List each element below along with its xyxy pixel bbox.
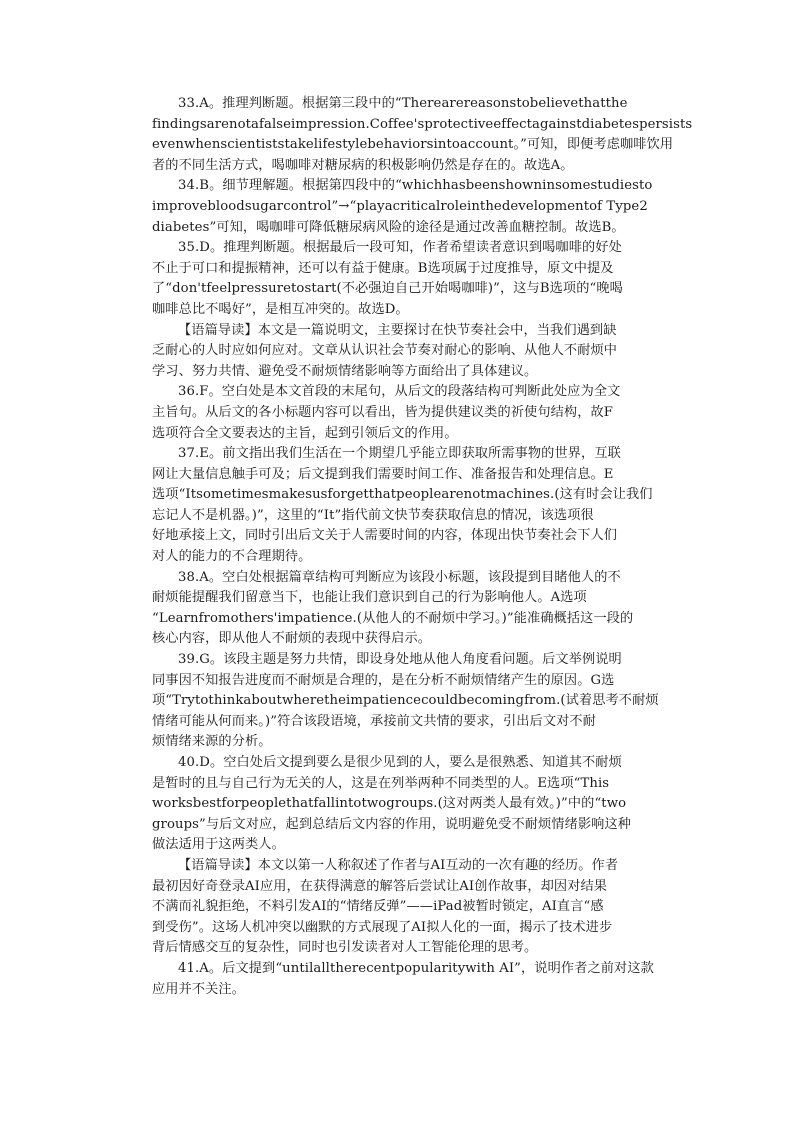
text-line: 34.B。细节理解题。根据第四段中的“whichhasbeenshowninsomestudiesto (178, 178, 653, 194)
text-line: diabetes”可知，喝咖啡可降低糖尿病风险的途径是通过改善血糖控制。故选B。 (152, 219, 625, 235)
text-line: 项“Trytothinkaboutwheretheimpatiencecouldbecomingfrom.(试着思考不耐烦 (152, 693, 659, 709)
text-line: 不满而礼貌拒绝，不料引发AI的“情绪反弹”——iPad被暂时锁定，AI直言“感 (152, 899, 604, 915)
text-line: 【语篇导读】本文是一篇说明文，主要探讨在快节奏社会中，当我们遇到缺 (178, 322, 617, 338)
paragraph-q38 (152, 568, 642, 650)
text-line: 网让大量信息触手可及；后文提到我们需要时间工作、准备报告和处理信息。E (152, 466, 614, 482)
paragraph-q36 (152, 382, 642, 444)
text-line: 情绪可能从何而来。)”符合该段语境，承接前文共情的要求，引出后文对不耐 (152, 713, 596, 729)
text-line: improvebloodsugarcontrol”→“playacriticalroleinthedevelopmentof Type2 (152, 198, 648, 214)
text-line: 40.D。空白处后文提到要么是很少见到的人，要么是很熟悉、知道其不耐烦 (178, 755, 622, 770)
text-line: 同事因不知报告进度而不耐烦是合理的，是在分析不耐烦情绪产生的原因。G选 (152, 672, 615, 688)
text-line: evenwhenscientiststakelifestylebehaviorsintoaccount。”可知，即便考虑咖啡饮用 (152, 137, 674, 153)
paragraph-q41 (152, 959, 654, 1000)
text-line: 39.G。该段主题是努力共情，即设身处地从他人角度看问题。后文举例说明 (178, 652, 622, 668)
text-line: 33.A。推理判断题。根据第三段中的“Therearereasonstobelievethatthe (178, 96, 628, 111)
text-line: 选项符合全文要表达的主旨，起到引领后文的作用。 (152, 425, 458, 441)
paragraph-q33 (152, 94, 693, 176)
text-line: 好地承接上文，同时引出后文关于人需要时间的内容，体现出快节奏社会下人们 (152, 528, 618, 544)
text-line: 41.A。后文提到“untilalltherecentpopularitywith AI”，说明作者之前对这款 (178, 960, 654, 976)
text-line: 学习、努力共情、避免受不耐烦情绪影响等方面给出了具体建议。 (152, 363, 538, 379)
paragraph-guide-2 (152, 856, 642, 959)
text-line: 35.D。推理判断题。根据最后一段可知，作者希望读者意识到喝咖啡的好处 (178, 240, 622, 256)
text-line: 咖啡总比不喝好”，是相互冲突的。故选D。 (152, 301, 409, 317)
answer-explanations (152, 94, 693, 1000)
text-line: 【语篇导读】本文以第一人称叙述了作者与AI互动的一次有趣的经历。作者 (178, 857, 619, 873)
text-line: 主旨句。从后文的各小标题内容可以看出，皆为提供建议类的祈使句结构，故F (152, 404, 614, 420)
paragraph-guide-1 (152, 321, 642, 383)
text-line: 到受伤”。这场人机冲突以幽默的方式展现了AI拟人化的一面，揭示了技术进步 (152, 919, 613, 935)
text-line: worksbestforpeoplethatfallintotwogroups.(这对两类人最有效。)”中的“two (152, 796, 627, 812)
text-line: 选项“Itsometimesmakesusforgetthatpeoplearenotmachines.(这有时会让我们 (152, 487, 653, 503)
paragraph-q39 (152, 650, 659, 753)
text-line: 烦情绪来源的分析。 (152, 734, 272, 750)
paragraph-q37 (152, 444, 653, 568)
text-line: 最初因好奇登录AI应用，在获得满意的解答后尝试让AI创作故事，却因对结果 (152, 878, 608, 894)
text-line: 忘记人不是机器。)”，这里的“It”指代前文快节奏获取信息的情况，该选项很 (152, 507, 594, 523)
text-line: 37.E。前文指出我们生活在一个期望几乎能立即获取所需事物的世界，互联 (178, 446, 621, 462)
text-line: findingsarenotafalseimpression.Coffee'sprotectiveeffectagainstdiabetespersists (152, 116, 693, 132)
text-line: “Learnfromothers'impatience.(从他人的不耐烦中学习。)”能准确概括这一段的 (152, 610, 634, 626)
text-line: 对人的能力的不合理期待。 (152, 549, 312, 565)
text-line: 36.F。空白处是本文首段的末尾句，从后文的段落结构可判断此处应为全文 (178, 384, 621, 400)
text-line: 背后情感交互的复杂性，同时也引发读者对人工智能伦理的思考。 (152, 940, 538, 956)
text-line: 了“don'tfeelpressuretostart(不必强迫自己开始喝咖啡)”，这与B选项的“晚喝 (152, 281, 623, 297)
text-line: 不止于可口和提振精神，还可以有益于健康。B选项属于过度推导，原文中提及 (152, 260, 614, 276)
text-line: 核心内容，即从他人不耐烦的表现中获得启示。 (152, 631, 432, 647)
text-line: groups”与后文对应，起到总结后文内容的作用，说明避免受不耐烦情绪影响这种 (152, 816, 632, 832)
paragraph-q34 (152, 176, 653, 238)
text-line: 是暂时的且与自己行为无关的人，这是在列举两种不同类型的人。E选项“This (152, 775, 610, 791)
text-line: 应用并不关注。 (152, 981, 246, 997)
text-line: 耐烦能提醒我们留意当下，也能让我们意识到自己的行为影响他人。A选项 (152, 590, 587, 606)
text-line: 者的不同生活方式，喝咖啡对糖尿病的积极影响仍然是存在的。故选A。 (152, 157, 574, 173)
text-line: 做法适用于这两类人。 (152, 837, 285, 853)
text-line: 38.A。空白处根据篇章结构可判断应为该段小标题，该段提到目睹他人的不 (178, 569, 621, 585)
paragraph-q35 (152, 238, 642, 320)
text-line: 乏耐心的人时应如何应对。文章从认识社会节奏对耐心的影响、从他人不耐烦中 (152, 343, 618, 359)
paragraph-q40 (152, 753, 642, 856)
